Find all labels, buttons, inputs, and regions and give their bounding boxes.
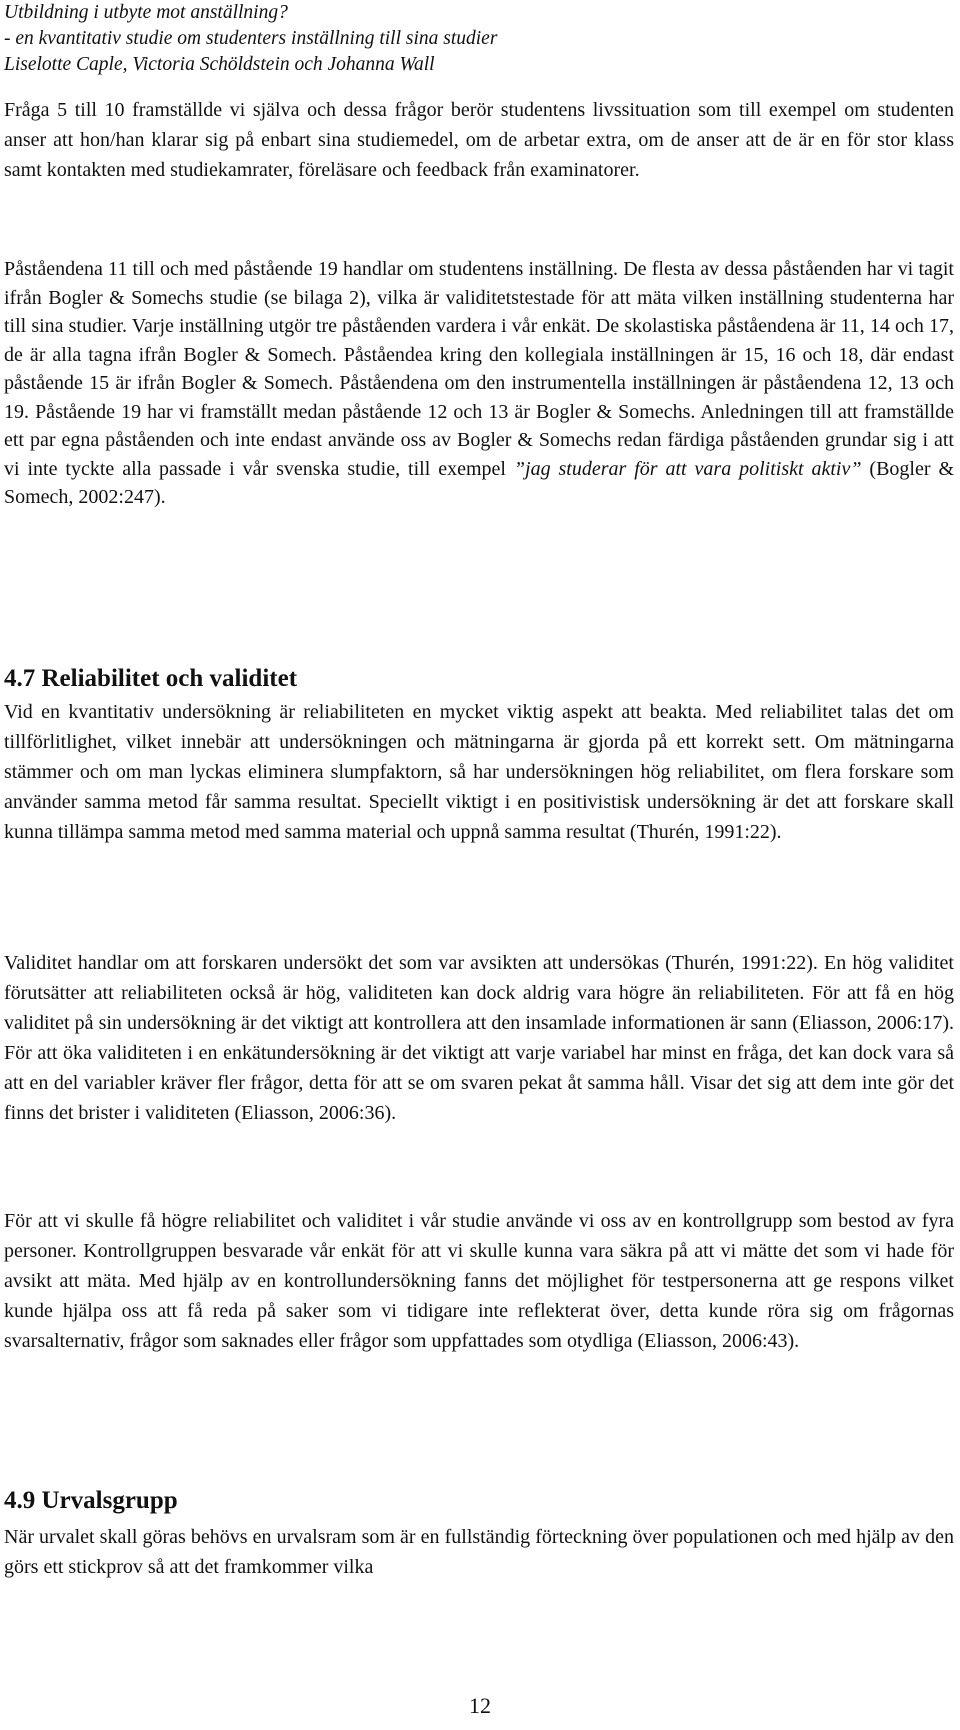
quote-example: ”jag studerar för att vara politiskt aktiv”: [513, 457, 862, 480]
paragraph-statements-text: Påståendena 11 till och med påstående 19 handlar om studentens inställning. De flesta av dessa påståenden har vi tagit ifrån Bogler & Somechs studie (se bilaga 2), vilka är validitetstestade för att mäta vilken inställning studenterna har till sina studier. Varje inställning utgör tre påståenden vardera i vår enkät. De skolastiska påståendena är 11, 14 och 17, de är alla tagna ifrån Bogler & Somech. Påståendea kring den kollegiala inställningen är 15, 16 och 18, där endast påstående 15 är ifrån Bogler & Somech. Påståendena om den instrumentella inställningen är påståendena 12, 13 och 19. Påstående 19 har vi framställt medan påstående 12 och 13 är Bogler & Somechs. Anledningen till att framställde ett par egna påståenden och inte endast använde oss av Bogler & Somechs redan färdiga påståenden grundar sig i att vi inte tyckte alla passade i vår svenska studie, till exempel: [4, 258, 954, 480]
section-heading-sample-group: 4.9 Urvalsgrupp: [4, 1487, 178, 1514]
header-subtitle: - en kvantitativ studie om studenters inställning till sina studier: [4, 28, 498, 49]
section-heading-reliability-validity: 4.7 Reliabilitet och validitet: [4, 665, 298, 692]
paragraph-reliability: Vid en kvantitativ undersökning är reliabiliteten en mycket viktig aspekt att beakta. Med reliabilitet talas det om tillförlitlighet, vilket innebär att undersökningen och mätningarna är gjorda på ett korrekt sett. Om mätningarna stämmer och om man lyckas eliminera slumpfaktorn, så har undersökningen hög reliabilitet, om flera forskare som använder samma metod får samma resultat. Speciellt viktigt i en positivistisk undersökning är det att forskare skall kunna tillämpa samma metod med samma material och uppnå samma resultat (Thurén, 1991:22).: [4, 701, 954, 843]
paragraph-statements-citation: (Bogler & Somech, 2002:247).: [4, 457, 955, 508]
paragraph-control-group: För att vi skulle få högre reliabilitet och validitet i vår studie använde vi oss av en kontrollgrupp som bestod av fyra personer. Kontrollgruppen besvarade vår enkät för att vi skulle kunna vara säkra på att vi mätte det som vi hade för avsikt att mäta. Med hjälp av en kontrollundersökning fanns det möjlighet för testpersonerna att ge respons vilket kunde hjälpa oss att få reda på saker som vi tidigare inte reflekterat över, detta kunde röra sig om frågornas svarsalternativ, frågor som saknades eller frågor som uppfattades som otydliga (Eliasson, 2006:43).: [4, 1210, 954, 1352]
header-authors: Liselotte Caple, Victoria Schöldstein och Johanna Wall: [4, 54, 435, 75]
page-number: 12: [469, 1693, 491, 1718]
running-header: [4, 0, 944, 78]
header-title: Utbildning i utbyte mot anställning?: [4, 2, 288, 23]
paragraph-validity: Validitet handlar om att forskaren undersökt det som var avsikten att undersökas (Thurén, 1991:22). En hög validitet förutsätter att reliabiliteten också är hög, validiteten kan dock aldrig vara högre än reliabiliteten. För att få en hög validitet på sin undersökning är det viktigt att kontrollera att den insamlade informationen är sann (Eliasson, 2006:17). För att öka validiteten i en enkätundersökning är det viktigt att varje variabel har minst en fråga, det kan dock vara så att en del variabler kräver fler frågor, detta för att se om svaren pekat åt samma håll. Visar det sig att dem inte gör det finns det brister i validiteten (Eliasson, 2006:36).: [4, 952, 954, 1124]
paragraph-sample-group: När urvalet skall göras behövs en urvalsram som är en fullständig förteckning över populationen och med hjälp av den görs ett stickprov så att det framkommer vilka: [4, 1526, 954, 1578]
paragraph-statements-11-19: [4, 255, 954, 512]
paragraph-questions-5-10: Fråga 5 till 10 framställde vi själva och dessa frågor berör studentens livssituation som till exempel om studenten anser att hon/han klarar sig på enbart sina studiemedel, om de arbetar extra, om de anser att de är en för stor klass samt kontakten med studiekamrater, föreläsare och feedback från examinatorer.: [4, 99, 954, 181]
